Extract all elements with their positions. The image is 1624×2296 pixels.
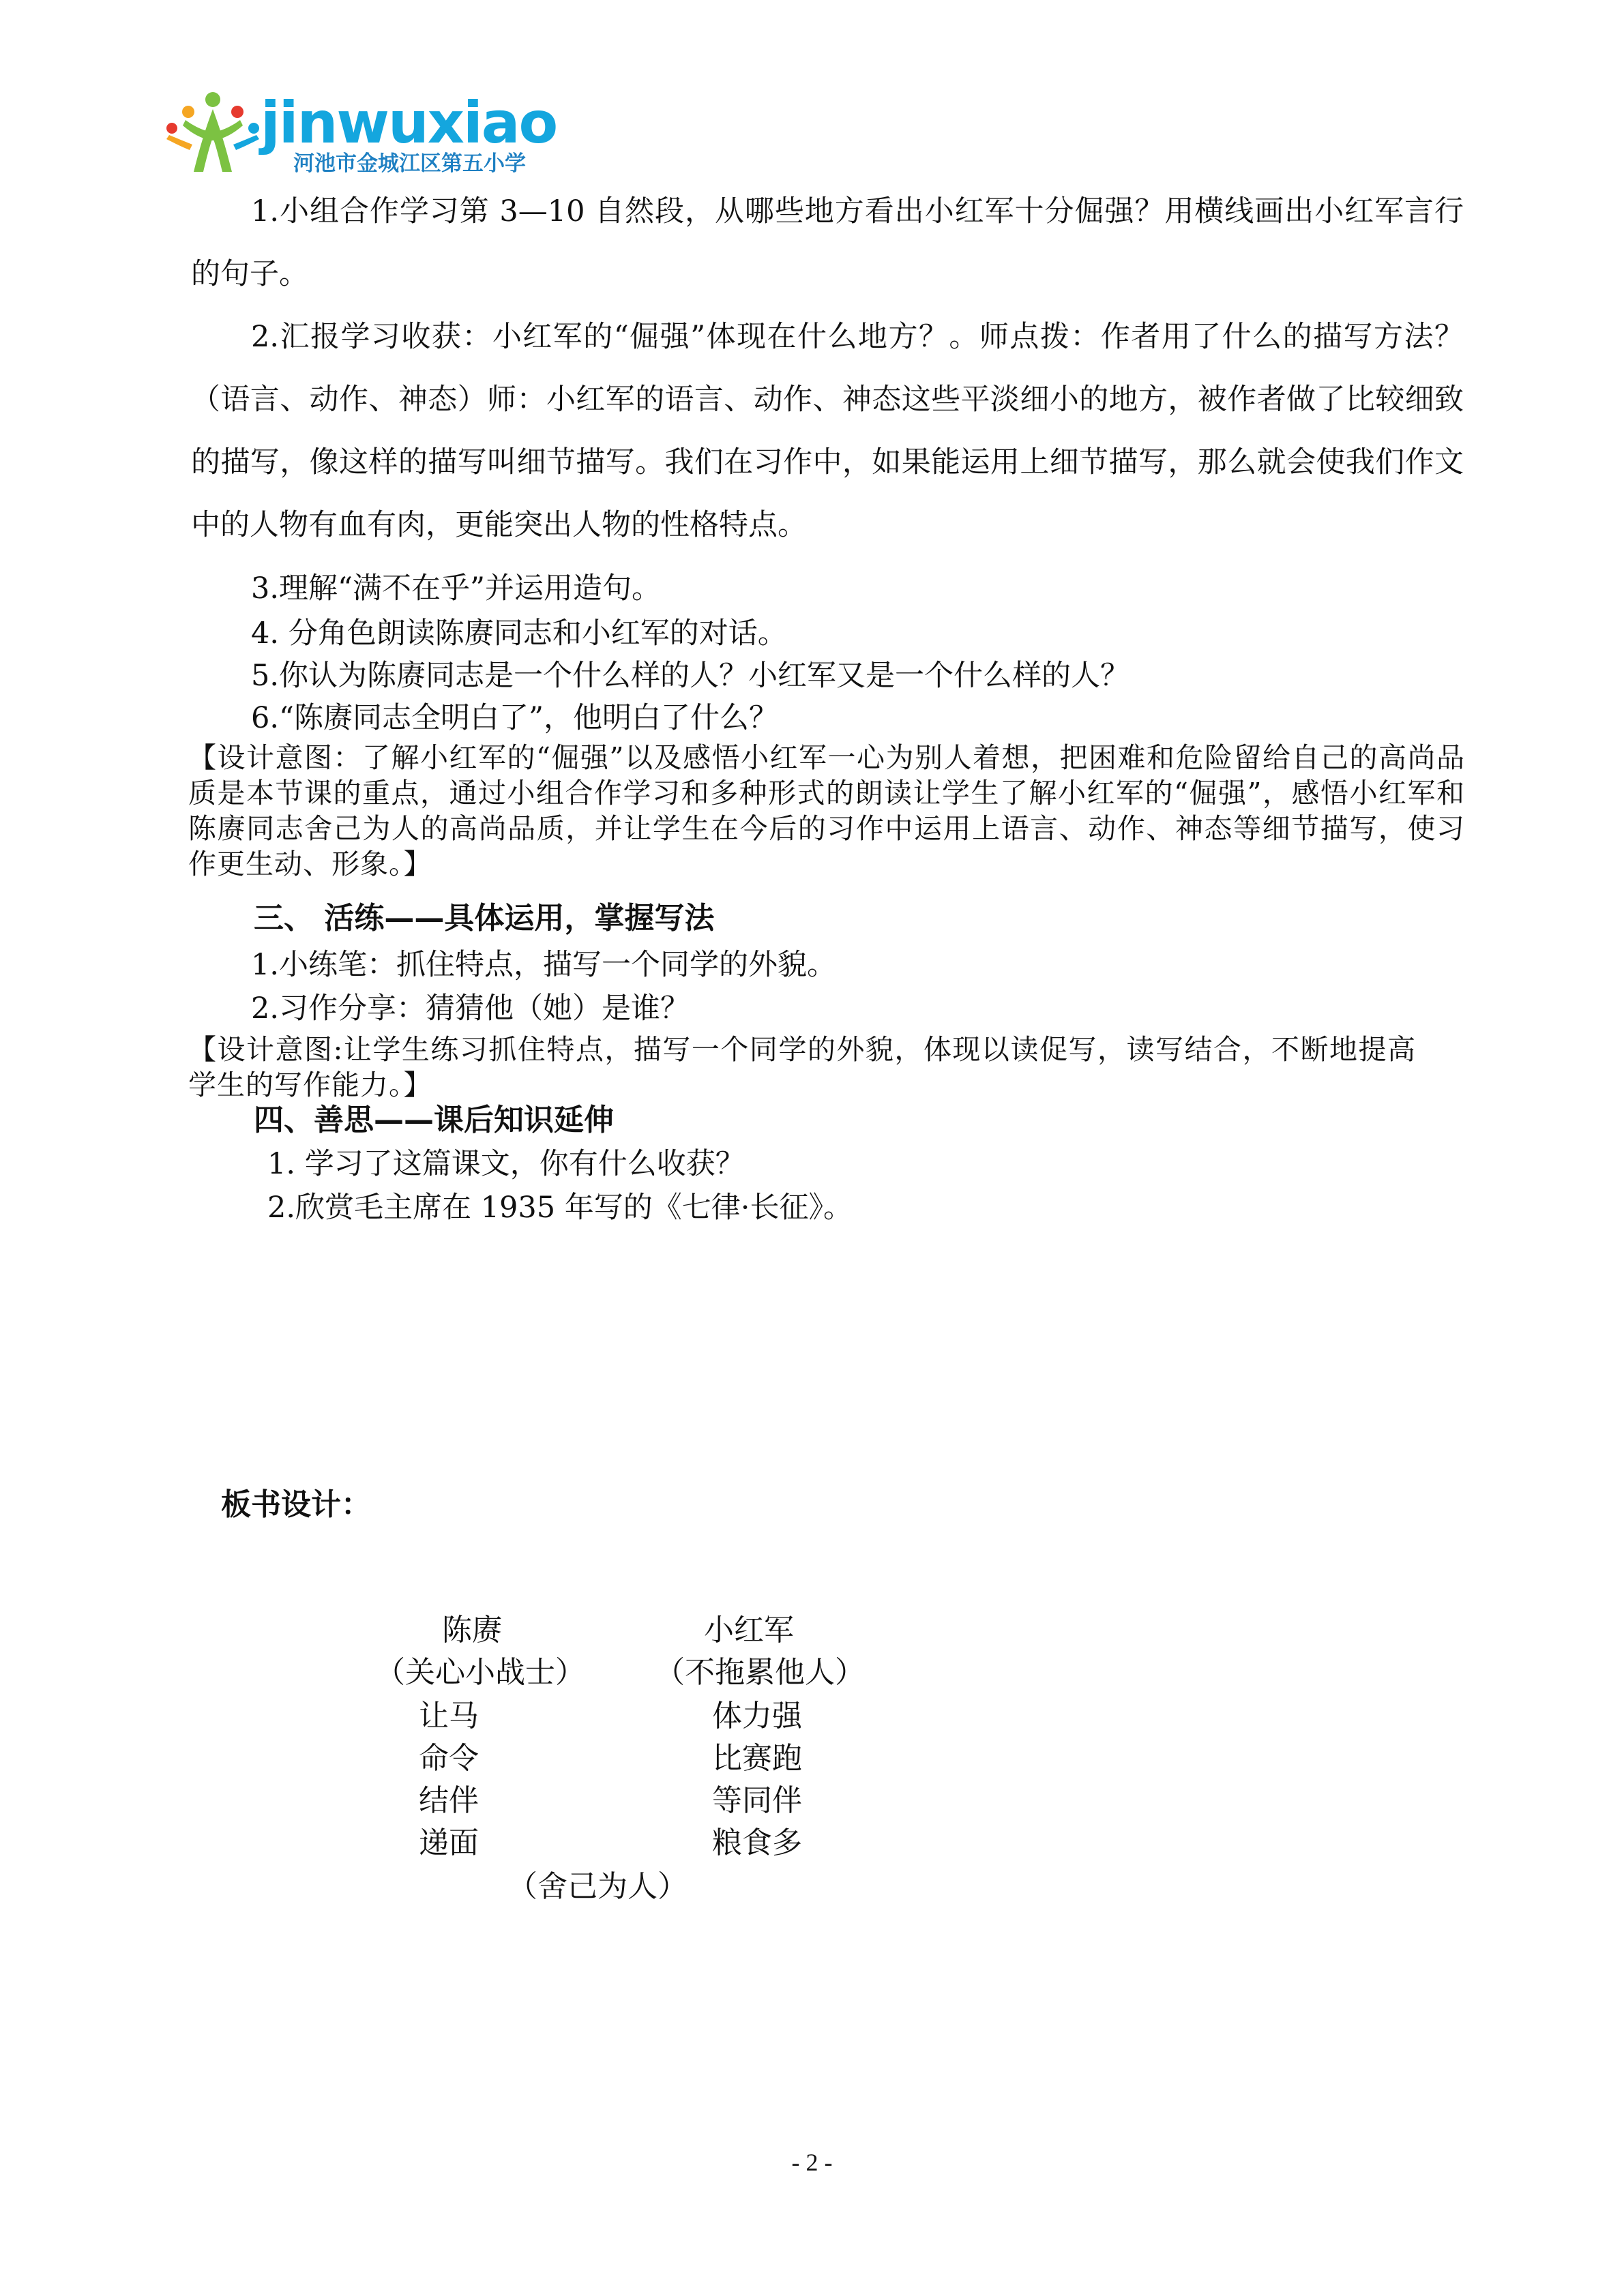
board-left-item: 结伴 <box>419 1783 479 1818</box>
section-heading-3: 三、 活练——具体运用，掌握写法 <box>254 901 715 936</box>
board-left-trait: （关心小战士） <box>375 1655 585 1690</box>
board-left-item: 让马 <box>419 1699 479 1733</box>
board-right-item: 比赛跑 <box>712 1741 802 1776</box>
board-design-title: 板书设计： <box>221 1487 371 1522</box>
list-item-practice-2: 2.习作分享：猜猜他（她）是谁？ <box>251 992 690 1026</box>
section-heading-4: 四、善思——课后知识延伸 <box>254 1103 614 1137</box>
list-item-6: 6.“陈赓同志全明白了”，他明白了什么？ <box>251 701 778 735</box>
board-right-name: 小红军 <box>704 1613 794 1648</box>
board-right-item: 等同伴 <box>712 1783 802 1818</box>
list-item-extend-1: 1. 学习了这篇课文，你有什么收获？ <box>267 1147 745 1181</box>
page-number: - 2 - <box>791 2149 833 2176</box>
children-logo-icon <box>158 90 267 179</box>
school-logo <box>158 89 557 179</box>
board-right-trait: （不拖累他人） <box>655 1655 865 1690</box>
board-left-item: 命令 <box>419 1741 479 1776</box>
logo-wordmark: jinwuxiao <box>261 89 557 156</box>
list-item-3: 3.理解“满不在乎”并运用造句。 <box>251 571 661 606</box>
board-right-item: 体力强 <box>712 1699 802 1733</box>
board-right-item: 粮食多 <box>712 1825 802 1860</box>
list-item-extend-2: 2.欣赏毛主席在 1935 年写的《七律·长征》。 <box>267 1191 853 1225</box>
logo-school-name: 河池市金城江区第五小学 <box>293 151 526 176</box>
paragraph-item-1: 1.小组合作学习第 3—10 自然段，从哪些地方看出小红军十分倔强？用横线画出小红军言行的句子。 <box>191 194 1464 291</box>
board-left-name: 陈赓 <box>442 1613 502 1648</box>
list-item-4: 4. 分角色朗读陈赓同志和小红军的对话。 <box>251 616 787 651</box>
list-item-5: 5.你认为陈赓同志是一个什么样的人？小红军又是一个什么样的人？ <box>251 659 1130 693</box>
board-left-item: 递面 <box>419 1825 479 1860</box>
design-intent-note-1: 【设计意图：了解小红军的“倔强”以及感悟小红军一心为别人着想，把困难和危险留给自己的高尚品质是本节课的重点，通过小组合作学习和多种形式的朗读让学生了解小红军的“倔强”，感悟小红军和陈赓同志舍己为人的高尚品质，并让学生在今后的习作中运用上语言、动作、神态等细节描写，使习作更生动、形象。】 <box>188 741 1465 880</box>
design-intent-note-2: 【设计意图:让学生练习抓住特点，描写一个同学的外貌，体现以读促写，读写结合，不断地提高学生的写作能力。】 <box>188 1033 1416 1101</box>
board-summary: （舍己为人） <box>507 1869 688 1904</box>
paragraph-item-2: 2.汇报学习收获：小红军的“倔强”体现在什么地方？。师点拨：作者用了什么的描写方法？（语言、动作、神态）师：小红军的语言、动作、神态这些平淡细小的地方，被作者做了比较细致的描写，像这样的描写叫细节描写。我们在习作中，如果能运用上细节描写，那么就会使我们作文中的人物有血有肉，更能突出人物的性格特点。 <box>191 320 1464 542</box>
list-item-practice-1: 1.小练笔：抓住特点，描写一个同学的外貌。 <box>251 948 837 982</box>
